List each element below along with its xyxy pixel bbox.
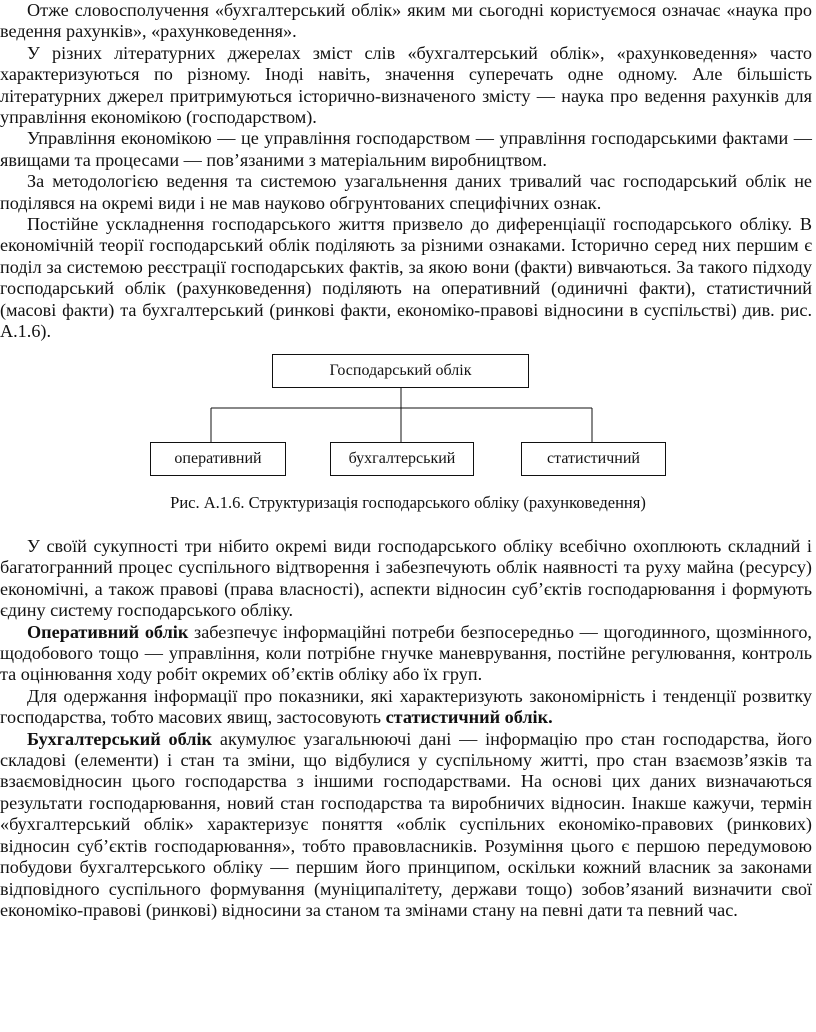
- paragraph-methodology: За методологією ведення та системою узагальнення даних тривалий час господарський облік не поділявся на окремі види і не мав науково обгрунтованих специфічних ознак.: [0, 171, 812, 213]
- paragraph-bookkeeping: [0, 729, 812, 922]
- box-bookkeeping: [330, 442, 474, 476]
- box-operational: [150, 442, 286, 476]
- paragraph-aggregate: У своїй сукупності три нібито окремі види господарського обліку всебічно охоплюють складний і багатогранний процес суспільного відтворення і забезпечують облік наявності та руху майна (ресурсу) економічні, а також правові (права власності), аспекти відносин суб’єктів господарювання і формують єдину систему господарського обліку.: [0, 536, 812, 621]
- term-operational: Оперативний облік: [27, 621, 189, 642]
- paragraph-management: Управління економікою — це управління господарством — управління господарськими фактами — явищами та процесами — пов’язаними з матеріальним виробництвом.: [0, 128, 812, 170]
- figure-caption: Рис. А.1.6. Структуризація господарського обліку (рахунковедення): [170, 493, 646, 512]
- box-household-accounting: [272, 354, 529, 388]
- paragraph-operational-text: забезпечує інформаційні потреби безпосередньо — щогодинного, щозмінного, щодобового тощо — управління, коли потрібне гнучке маневрування, постійне регулювання, контроль та оцінювання ходу робіт окремих об’єктів обліку або їх груп.: [0, 621, 812, 685]
- accounting-structure-diagram: [0, 352, 816, 522]
- text-section-bottom: [0, 536, 812, 921]
- paragraph-meaning: Отже словосполучення «бухгалтерський облік» яким ми сьогодні користуємося означає «наука про ведення рахунків», «рахунковедення».: [0, 0, 812, 42]
- paragraph-operational: [0, 622, 812, 686]
- paragraph-statistical-text: Для одержання інформації про показники, які характеризують закономірність і тенденції розвитку господарства, тобто масових явищ, застосовують: [0, 685, 812, 728]
- box-statistical-label: статистичний: [547, 450, 640, 467]
- box-statistical: [521, 442, 666, 476]
- paragraph-statistical: [0, 686, 812, 729]
- paragraph-bookkeeping-text: акумулює узагальнюючі дані — інформацію про стан господарства, його складові (елементи) і стан та зміни, що відбулися у суспільному житті, про стан взаємозв’язків та взаємовідносин цього господарства з іншими господарствами. На основі цих даних визначаються результати господарювання, новий стан господарства та виробничих відносин. Інакше кажучи, термін «бухгалтерський облік» характеризує поняття «облік суспільних економіко-правових (ринкових) відносин суб’єктів господарювання», тобто правовласників. Розуміння цього є першою передумовою побудови бухгалтерського обліку — першим його принципом, оскільки кожний власник за законами відповідного суспільного формування (муніципалітету, держави тощо) зобов’язаний визначити свої економіко-правові (ринкові) відносини за станом та змінами стану на певні дати та певний час.: [0, 728, 812, 920]
- term-statistical: статистичний облік.: [385, 707, 553, 728]
- box-bookkeeping-label: бухгалтерський: [348, 450, 456, 467]
- text-section-top: [0, 0, 812, 343]
- paragraph-literature: У різних літературних джерелах зміст слів «бухгалтерський облік», «рахунковедення» часто характеризуються по різному. Іноді навіть, значення суперечать одне одному. Але більшість літературних джерел притримуються історично-визначеного змісту — наука про ведення рахунків для управління економікою (господарством).: [0, 42, 812, 128]
- box-household-accounting-label: Господарський облік: [329, 362, 472, 379]
- box-operational-label: оперативний: [174, 450, 262, 467]
- term-bookkeeping: Бухгалтерський облік: [27, 728, 213, 749]
- paragraph-differentiation: Постійне ускладнення господарського життя призвело до диференціації господарського обліку. В економічній теорії господарський облік поділяють за різними ознаками. Історично серед них першим є поділ за системою реєстрації господарських фактів, за якою вони (факти) вивчаються. За такого підходу господарський облік (рахунковедення) поділяють на оперативний (одиничні факти), статистичний (масові факти) та бухгалтерський (ринкові факти, економіко-правові відносини в суспільстві) див. рис. А.1.6).: [0, 214, 812, 342]
